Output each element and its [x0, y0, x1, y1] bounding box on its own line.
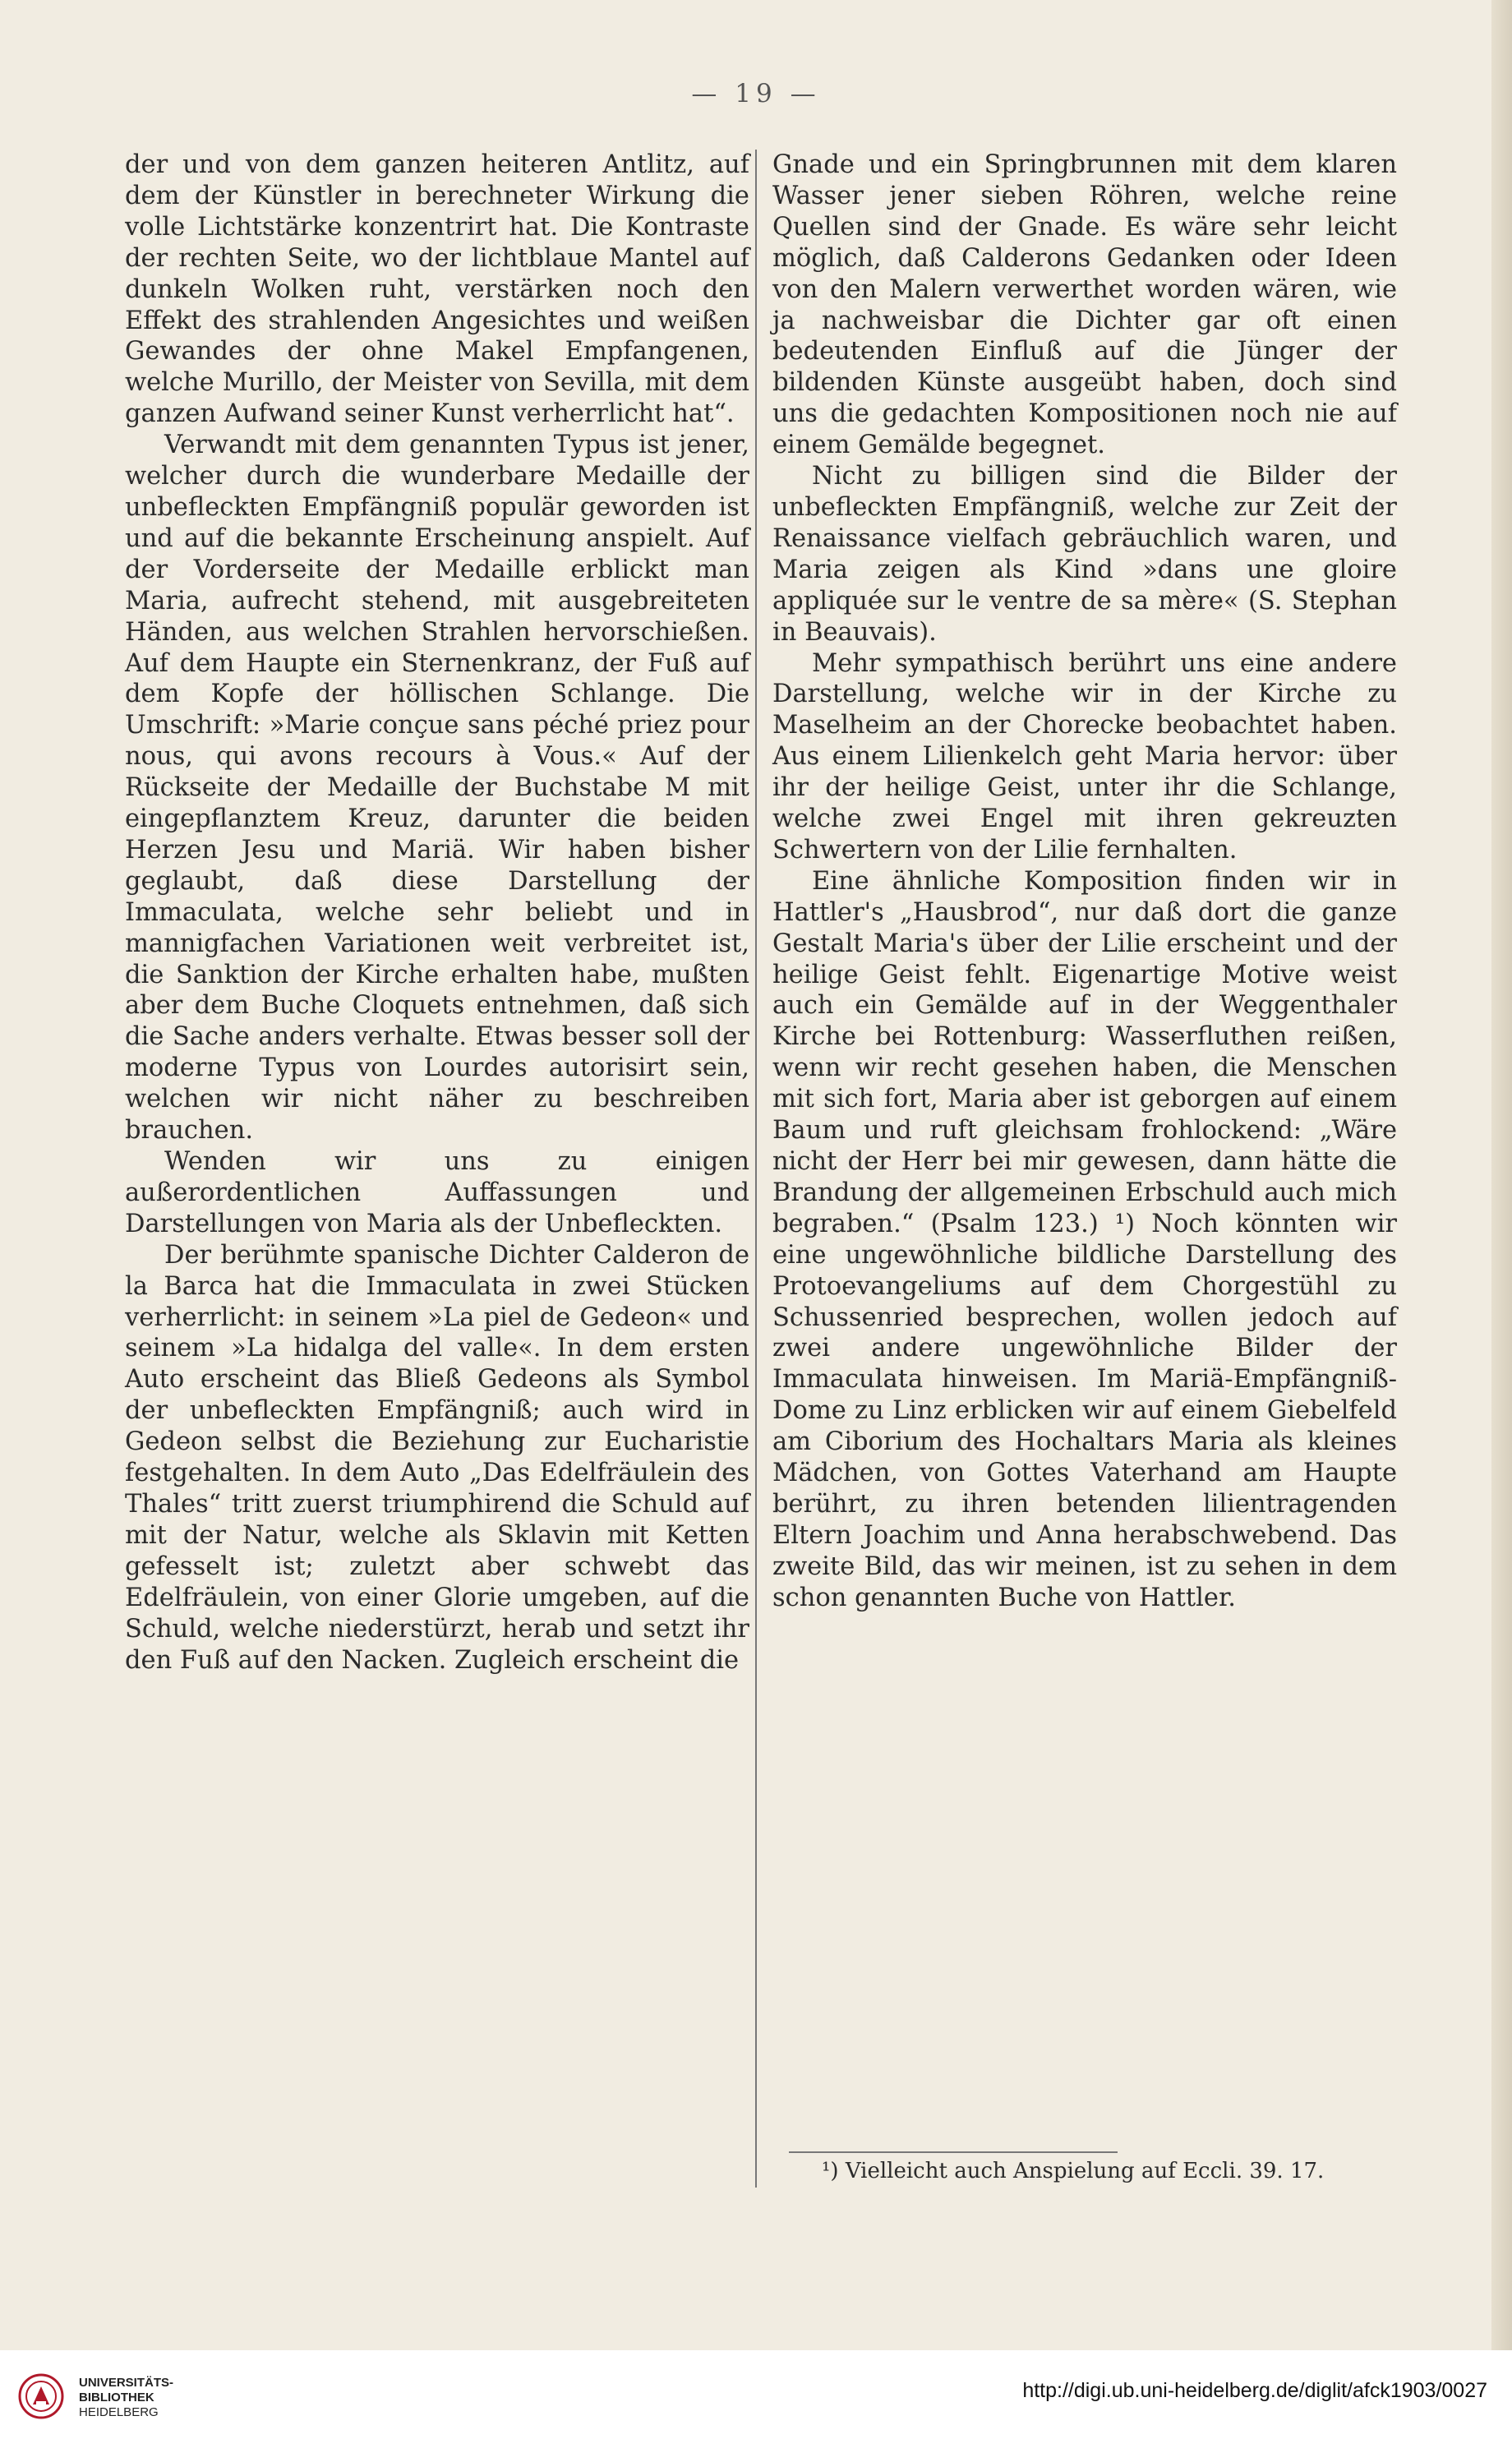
- footnote-divider: [789, 2151, 1118, 2153]
- library-name: [79, 2376, 375, 2420]
- library-name-line: UNIVERSITÄTS-: [79, 2376, 174, 2390]
- paragraph: Verwandt mit dem genannten Typus ist jener, welcher durch die wunderbare Medaille der unbefleckten Empfängniß populär geworden ist und auf die bekannte Erscheinung anspielt. Auf der Vorderseite der Medaille erblickt man Maria, aufrecht stehend, mit ausgebreiteten Händen, aus welchen Strahlen hervorschießen. Auf dem Haupte ein Sternenkranz, der Fuß auf dem Kopfe der höllischen Schlange. Die Umschrift: »Marie conçue sans péché priez pour nous, qui avons recours à Vous.« Auf der Rückseite der Medaille der Buchstabe M mit eingepflanztem Kreuz, darunter die beiden Herzen Jesu und Mariä. Wir haben bisher geglaubt, daß diese Darstellung der Immaculata, welche sehr beliebt und in mannigfachen Variationen weit verbreitet ist, die Sanktion der Kirche erhalten habe, mußten aber dem Buche Cloquets entnehmen, daß sich die Sache anders verhalte. Etwas besser soll der moderne Typus von Lourdes autorisirt sein, welchen wir nicht näher zu beschreiben brauchen.: [125, 431, 749, 1146]
- paragraph: Nicht zu billigen sind die Bilder der unbefleckten Empfängniß, welche zur Zeit der Renaissance vielfach gebräuchlich waren, und Maria zeigen als Kind »dans une gloire appliquée sur le ventre de sa mère« (S. Stephan in Beauvais).: [772, 462, 1397, 647]
- paragraph: Eine ähnliche Komposition finden wir in Hattler's „Hausbrod“, nur daß dort die ganze Gestalt Maria's über der Lilie erscheint und der heilige Geist fehlt. Eigenartige Motive weist auch ein Gemälde auf in der Weggenthaler Kirche bei Rottenburg: Wasserfluthen reißen, wenn wir recht gesehen haben, die Menschen mit sich fort, Maria aber ist geborgen auf einem Baum und ruft gleichsam frohlockend: „Wäre nicht der Herr bei mir gewesen, dann hätte die Brandung der allgemeinen Erbschuld auch mich begraben.“ (Psalm 123.) ¹) Noch könnten wir eine ungewöhnliche bildliche Darstellung des Protoevangeliums auf dem Chorgestühl zu Schussenried besprechen, wollen jedoch auf zwei andere ungewöhnliche Bilder der Immaculata hinweisen. Im Mariä-Empfängniß-Dome zu Linz erblicken wir auf einem Giebelfeld am Ciborium des Hochaltars Maria als kleines Mädchen, von Gottes Vaterhand am Haupte berührt, zu ihren betenden lilientragenden Eltern Joachim und Anna herabschwebend. Das zweite Bild, das wir meinen, ist zu sehen in dem schon genannten Buche von Hattler.: [772, 866, 1397, 1612]
- footnote: ¹) Vielleicht auch Anspielung auf Eccli. 39. 17.: [822, 2159, 1325, 2183]
- paragraph: Mehr sympathisch berührt uns eine andere Darstellung, welche wir in der Kirche zu Maselheim an der Chorecke beobachtet haben. Aus einem Lilienkelch geht Maria hervor: über ihr der heilige Geist, unter ihr die Schlange, welche zwei Engel mit ihren gekreuzten Schwertern von der Lilie fernhalten.: [772, 648, 1397, 864]
- paragraph: Gnade und ein Springbrunnen mit dem klaren Wasser jener sieben Röhren, welche reine Quellen sind der Gnade. Es wäre sehr leicht möglich, daß Calderons Gedanken oder Ideen von den Malern verwerthet worden wären, wie ja nachweisbar die Dichter gar oft einen bedeutenden Einfluß auf die Jünger der bildenden Künste ausgeübt haben, doch sind uns die gedachten Kompositionen noch nie auf einem Gemälde begegnet.: [772, 150, 1397, 460]
- library-name-line: BIBLIOTHEK: [79, 2391, 154, 2404]
- page-edge: [1491, 0, 1512, 2350]
- permalink-link[interactable]: http://digi.ub.uni-heidelberg.de/diglit/afck1903/0027: [1022, 2379, 1487, 2402]
- paragraph: der und von dem ganzen heiteren Antlitz, auf dem der Künstler in berechneter Wirkung die volle Lichtstärke konzentrirt hat. Die Kontraste der rechten Seite, wo der lichtblaue Mantel auf dunkeln Wolken ruht, verstärken noch den Effekt des strahlenden Angesichtes und weißen Gewandes der ohne Makel Empfangenen, welche Murillo, der Meister von Sevilla, mit dem ganzen Aufwand seiner Kunst verherrlicht hat“.: [125, 150, 749, 429]
- right-column: [772, 150, 1397, 1614]
- paragraph: Der berühmte spanische Dichter Calderon de la Barca hat die Immaculata in zwei Stücken verherrlicht: in seinem »La piel de Gedeon« und seinem »La hidalga del valle«. In dem ersten Auto erscheint das Bließ Gedeons als Symbol der unbefleckten Empfängniß; auch wird in Gedeon selbst die Beziehung zur Eucharistie festgehalten. In dem Auto „Das Edelfräulein des Thales“ tritt zuerst triumphirend die Schuld auf mit der Natur, welche als Sklavin mit Ketten gefesselt ist; zuletzt aber schwebt das Edelfräulein, von einer Glorie umgeben, auf die Schuld, welche niederstürzt, herab und setzt ihr den Fuß auf den Nacken. Zugleich erscheint die: [125, 1240, 749, 1675]
- page-number: — 19 —: [691, 79, 821, 108]
- paragraph: Wenden wir uns zu einigen außerordentlichen Auffassungen und Darstellungen von Maria als der Unbefleckten.: [125, 1147, 749, 1238]
- university-library-seal-icon: [18, 2373, 64, 2419]
- column-divider: [755, 150, 757, 2188]
- library-name-line: HEIDELBERG: [79, 2405, 159, 2419]
- left-column: [125, 150, 749, 1676]
